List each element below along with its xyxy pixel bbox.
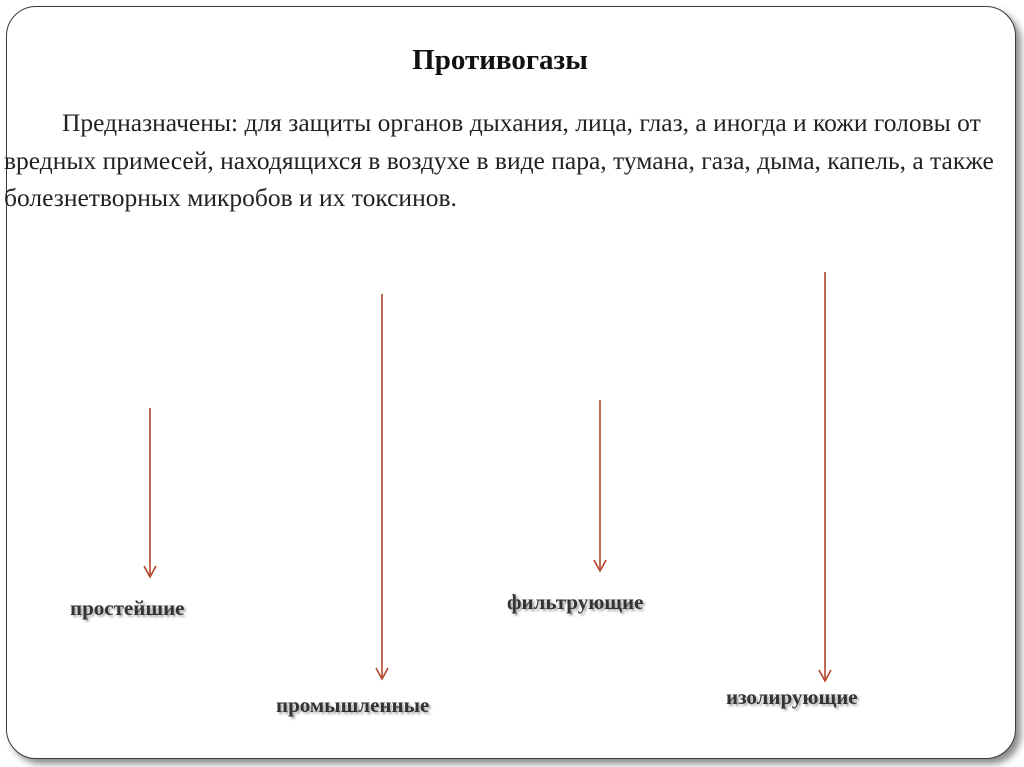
slide-title: Противогазы [412, 44, 588, 76]
label-izoliruyushchie: изолирующие [726, 685, 858, 709]
label-filtruyushchie: фильтрующие [507, 590, 644, 614]
label-promyshlennye: промышленные [276, 693, 430, 717]
label-prosteyshie: простейшие [70, 596, 185, 620]
description-text: Предназначены: для защиты органов дыхания, лица, глаз, а иногда и кожи головы от вредных примесей, находящихся в воздухе в виде пара, тумана, газа, дыма, капель, а также болезнетворных микробов и их токсинов. [4, 108, 994, 212]
